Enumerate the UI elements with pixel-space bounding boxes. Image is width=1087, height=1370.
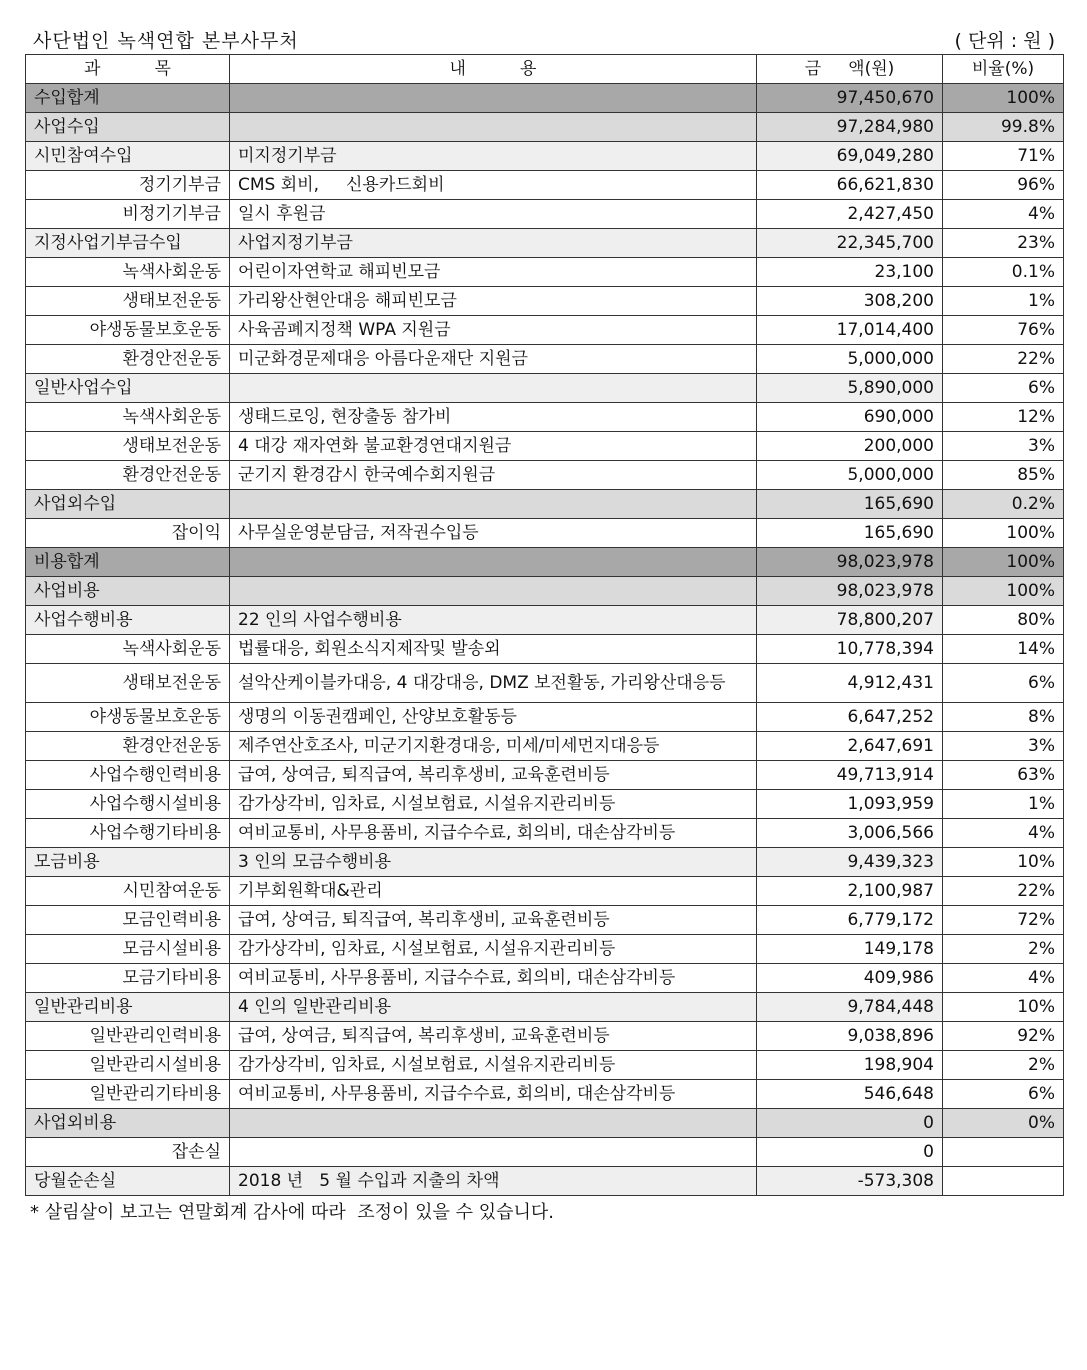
amount-cell: 10,778,394: [757, 635, 943, 664]
amount-cell: 98,023,978: [757, 577, 943, 606]
ratio-cell: 71%: [943, 142, 1064, 171]
subject-cell: 모금기타비용: [26, 964, 230, 993]
content-cell: 22 인의 사업수행비용: [230, 606, 757, 635]
ratio-cell: 6%: [943, 664, 1064, 703]
subject-cell: 일반관리기타비용: [26, 1080, 230, 1109]
ratio-cell: 10%: [943, 993, 1064, 1022]
amount-cell: 97,284,980: [757, 113, 943, 142]
table-row: [26, 432, 1064, 461]
amount-cell: 2,647,691: [757, 732, 943, 761]
content-cell: [230, 490, 757, 519]
table-row: [26, 171, 1064, 200]
amount-cell: 49,713,914: [757, 761, 943, 790]
footnote: * 살림살이 보고는 연말회계 감사에 따라 조정이 있을 수 있습니다.: [30, 1202, 555, 1223]
amount-cell: 1,093,959: [757, 790, 943, 819]
amount-cell: 6,647,252: [757, 703, 943, 732]
subject-cell: 수입합계: [26, 84, 230, 113]
subject-cell: 녹색사회운동: [26, 635, 230, 664]
ratio-cell: 14%: [943, 635, 1064, 664]
ratio-cell: 72%: [943, 906, 1064, 935]
ratio-cell: 1%: [943, 287, 1064, 316]
content-cell: [230, 374, 757, 403]
table-row: [26, 606, 1064, 635]
amount-cell: 3,006,566: [757, 819, 943, 848]
content-cell: [230, 1138, 757, 1167]
subject-cell: 비정기기부금: [26, 200, 230, 229]
table-row: [26, 1080, 1064, 1109]
amount-cell: 98,023,978: [757, 548, 943, 577]
content-cell: 여비교통비, 사무용품비, 지급수수료, 회의비, 대손삼각비등: [230, 819, 757, 848]
table-row: [26, 1109, 1064, 1138]
content-cell: 감가상각비, 임차료, 시설보험료, 시설유지관리비등: [230, 790, 757, 819]
subject-column-header: 과 목: [26, 55, 230, 84]
table-row: [26, 848, 1064, 877]
table-row: [26, 316, 1064, 345]
subject-cell: 당월순손실: [26, 1167, 230, 1196]
table-row: [26, 732, 1064, 761]
amount-cell: 5,890,000: [757, 374, 943, 403]
amount-cell: 5,000,000: [757, 345, 943, 374]
ratio-cell: 96%: [943, 171, 1064, 200]
ratio-cell: 92%: [943, 1022, 1064, 1051]
ratio-cell: 4%: [943, 964, 1064, 993]
ratio-cell: 100%: [943, 577, 1064, 606]
content-cell: 4 대강 재자연화 불교환경연대지원금: [230, 432, 757, 461]
ratio-column-header: 비율(%): [943, 55, 1064, 84]
subject-cell: 사업수행시설비용: [26, 790, 230, 819]
amount-cell: 9,439,323: [757, 848, 943, 877]
table-body: [26, 84, 1064, 1196]
amount-cell: 17,014,400: [757, 316, 943, 345]
amount-cell: 165,690: [757, 490, 943, 519]
amount-cell: 66,621,830: [757, 171, 943, 200]
ratio-cell: 0.1%: [943, 258, 1064, 287]
content-cell: 사무실운영분담금, 저작권수입등: [230, 519, 757, 548]
amount-cell: 97,450,670: [757, 84, 943, 113]
table-row: [26, 548, 1064, 577]
content-cell: [230, 113, 757, 142]
table-row: [26, 877, 1064, 906]
amount-cell: 0: [757, 1109, 943, 1138]
table-row: [26, 461, 1064, 490]
amount-column-header: 금 액(원): [757, 55, 943, 84]
content-cell: 여비교통비, 사무용품비, 지급수수료, 회의비, 대손삼각비등: [230, 964, 757, 993]
table-row: [26, 142, 1064, 171]
amount-cell: 78,800,207: [757, 606, 943, 635]
report-header: [25, 24, 1063, 52]
content-cell: 여비교통비, 사무용품비, 지급수수료, 회의비, 대손삼각비등: [230, 1080, 757, 1109]
amount-cell: 9,038,896: [757, 1022, 943, 1051]
table-row: [26, 287, 1064, 316]
content-cell: CMS 회비, 신용카드회비: [230, 171, 757, 200]
table-row: [26, 1022, 1064, 1051]
ratio-cell: 0.2%: [943, 490, 1064, 519]
ratio-cell: 4%: [943, 200, 1064, 229]
amount-cell: 9,784,448: [757, 993, 943, 1022]
content-cell: 기부회원확대&관리: [230, 877, 757, 906]
ratio-cell: 10%: [943, 848, 1064, 877]
subject-cell: 사업수입: [26, 113, 230, 142]
subject-cell: 생태보전운동: [26, 432, 230, 461]
amount-cell: 546,648: [757, 1080, 943, 1109]
content-cell: 급여, 상여금, 퇴직급여, 복리후생비, 교육훈련비등: [230, 906, 757, 935]
content-cell: 일시 후원금: [230, 200, 757, 229]
ratio-cell: 63%: [943, 761, 1064, 790]
subject-cell: 사업외수입: [26, 490, 230, 519]
table-row: [26, 906, 1064, 935]
ratio-cell: 22%: [943, 877, 1064, 906]
amount-cell: 4,912,431: [757, 664, 943, 703]
amount-cell: 198,904: [757, 1051, 943, 1080]
subject-cell: 비용합계: [26, 548, 230, 577]
table-row: [26, 1167, 1064, 1196]
subject-cell: 지정사업기부금수입: [26, 229, 230, 258]
ratio-cell: 85%: [943, 461, 1064, 490]
subject-cell: 잡이익: [26, 519, 230, 548]
table-row: [26, 703, 1064, 732]
table-row: [26, 490, 1064, 519]
content-cell: [230, 577, 757, 606]
subject-cell: 일반관리비용: [26, 993, 230, 1022]
amount-cell: 2,427,450: [757, 200, 943, 229]
financial-statement-table: [25, 54, 1064, 1196]
amount-cell: 409,986: [757, 964, 943, 993]
content-column-header: 내 용: [230, 55, 757, 84]
content-cell: 군기지 환경감시 한국예수회지원금: [230, 461, 757, 490]
ratio-cell: 0%: [943, 1109, 1064, 1138]
ratio-cell: 80%: [943, 606, 1064, 635]
table-row: [26, 374, 1064, 403]
amount-cell: 149,178: [757, 935, 943, 964]
content-cell: 미지정기부금: [230, 142, 757, 171]
table-row: [26, 761, 1064, 790]
subject-cell: 환경안전운동: [26, 461, 230, 490]
table-row: [26, 935, 1064, 964]
subject-cell: 환경안전운동: [26, 345, 230, 374]
ratio-cell: [943, 1138, 1064, 1167]
table-row: [26, 229, 1064, 258]
content-cell: [230, 84, 757, 113]
ratio-cell: 2%: [943, 1051, 1064, 1080]
ratio-cell: 76%: [943, 316, 1064, 345]
ratio-cell: 4%: [943, 819, 1064, 848]
table-row: [26, 1051, 1064, 1080]
content-cell: 미군화경문제대응 아름다운재단 지원금: [230, 345, 757, 374]
table-row: [26, 635, 1064, 664]
ratio-cell: 12%: [943, 403, 1064, 432]
subject-cell: 야생동물보호운동: [26, 703, 230, 732]
content-cell: 3 인의 모금수행비용: [230, 848, 757, 877]
table-row: [26, 577, 1064, 606]
table-row: [26, 1138, 1064, 1167]
ratio-cell: 100%: [943, 519, 1064, 548]
content-cell: 법률대응, 회원소식지제작및 발송외: [230, 635, 757, 664]
table-row: [26, 519, 1064, 548]
amount-cell: 5,000,000: [757, 461, 943, 490]
amount-cell: 23,100: [757, 258, 943, 287]
amount-cell: 69,049,280: [757, 142, 943, 171]
subject-cell: 모금시설비용: [26, 935, 230, 964]
subject-cell: 일반사업수입: [26, 374, 230, 403]
table-row: [26, 819, 1064, 848]
subject-cell: 야생동물보호운동: [26, 316, 230, 345]
subject-cell: 환경안전운동: [26, 732, 230, 761]
content-cell: 설악산케이블카대응, 4 대강대응, DMZ 보전활동, 가리왕산대응등: [230, 664, 757, 703]
subject-cell: 생태보전운동: [26, 287, 230, 316]
subject-cell: 시민참여수입: [26, 142, 230, 171]
content-cell: 감가상각비, 임차료, 시설보험료, 시설유지관리비등: [230, 935, 757, 964]
table-row: [26, 664, 1064, 703]
subject-cell: 사업수행비용: [26, 606, 230, 635]
subject-cell: 생태보전운동: [26, 664, 230, 703]
subject-cell: 사업수행기타비용: [26, 819, 230, 848]
subject-cell: 모금비용: [26, 848, 230, 877]
ratio-cell: 3%: [943, 732, 1064, 761]
content-cell: 사육곰폐지정책 WPA 지원금: [230, 316, 757, 345]
table-row: [26, 113, 1064, 142]
subject-cell: 일반관리인력비용: [26, 1022, 230, 1051]
organization-title: 사단법인 녹색연합 본부사무처: [33, 26, 317, 55]
ratio-cell: 23%: [943, 229, 1064, 258]
content-cell: 제주연산호조사, 미군기지환경대응, 미세/미세먼지대응등: [230, 732, 757, 761]
table-row: [26, 200, 1064, 229]
amount-cell: 165,690: [757, 519, 943, 548]
subject-cell: 녹색사회운동: [26, 258, 230, 287]
content-cell: [230, 1109, 757, 1138]
table-row: [26, 790, 1064, 819]
table-row: [26, 403, 1064, 432]
amount-cell: 2,100,987: [757, 877, 943, 906]
amount-cell: 308,200: [757, 287, 943, 316]
table-row: [26, 84, 1064, 113]
subject-cell: 사업비용: [26, 577, 230, 606]
table-row: [26, 993, 1064, 1022]
ratio-cell: 1%: [943, 790, 1064, 819]
amount-cell: -573,308: [757, 1167, 943, 1196]
subject-cell: 녹색사회운동: [26, 403, 230, 432]
ratio-cell: 6%: [943, 374, 1064, 403]
table-row: [26, 345, 1064, 374]
table-header-row: [26, 55, 1064, 84]
table-row: [26, 964, 1064, 993]
unit-label: ( 단위 : 원 ): [954, 30, 1055, 52]
content-cell: 급여, 상여금, 퇴직급여, 복리후생비, 교육훈련비등: [230, 761, 757, 790]
table-row: [26, 258, 1064, 287]
ratio-cell: 6%: [943, 1080, 1064, 1109]
ratio-cell: 100%: [943, 548, 1064, 577]
amount-cell: 200,000: [757, 432, 943, 461]
ratio-cell: 100%: [943, 84, 1064, 113]
subject-cell: 시민참여운동: [26, 877, 230, 906]
content-cell: 어린이자연학교 해피빈모금: [230, 258, 757, 287]
ratio-cell: 22%: [943, 345, 1064, 374]
ratio-cell: 2%: [943, 935, 1064, 964]
subject-cell: 사업수행인력비용: [26, 761, 230, 790]
content-cell: 2018 년 5 월 수입과 지출의 차액: [230, 1167, 757, 1196]
subject-cell: 모금인력비용: [26, 906, 230, 935]
content-cell: 감가상각비, 임차료, 시설보험료, 시설유지관리비등: [230, 1051, 757, 1080]
content-cell: 4 인의 일반관리비용: [230, 993, 757, 1022]
content-cell: 생태드로잉, 현장출동 참가비: [230, 403, 757, 432]
content-cell: 가리왕산현안대응 해피빈모금: [230, 287, 757, 316]
ratio-cell: [943, 1167, 1064, 1196]
content-cell: 생명의 이동권캠페인, 산양보호활동등: [230, 703, 757, 732]
ratio-cell: 3%: [943, 432, 1064, 461]
subject-cell: 잡손실: [26, 1138, 230, 1167]
content-cell: [230, 548, 757, 577]
amount-cell: 6,779,172: [757, 906, 943, 935]
ratio-cell: 8%: [943, 703, 1064, 732]
ratio-cell: 99.8%: [943, 113, 1064, 142]
subject-cell: 일반관리시설비용: [26, 1051, 230, 1080]
content-cell: 급여, 상여금, 퇴직급여, 복리후생비, 교육훈련비등: [230, 1022, 757, 1051]
subject-cell: 사업외비용: [26, 1109, 230, 1138]
amount-cell: 0: [757, 1138, 943, 1167]
content-cell: 사업지정기부금: [230, 229, 757, 258]
subject-cell: 정기기부금: [26, 171, 230, 200]
amount-cell: 690,000: [757, 403, 943, 432]
amount-cell: 22,345,700: [757, 229, 943, 258]
